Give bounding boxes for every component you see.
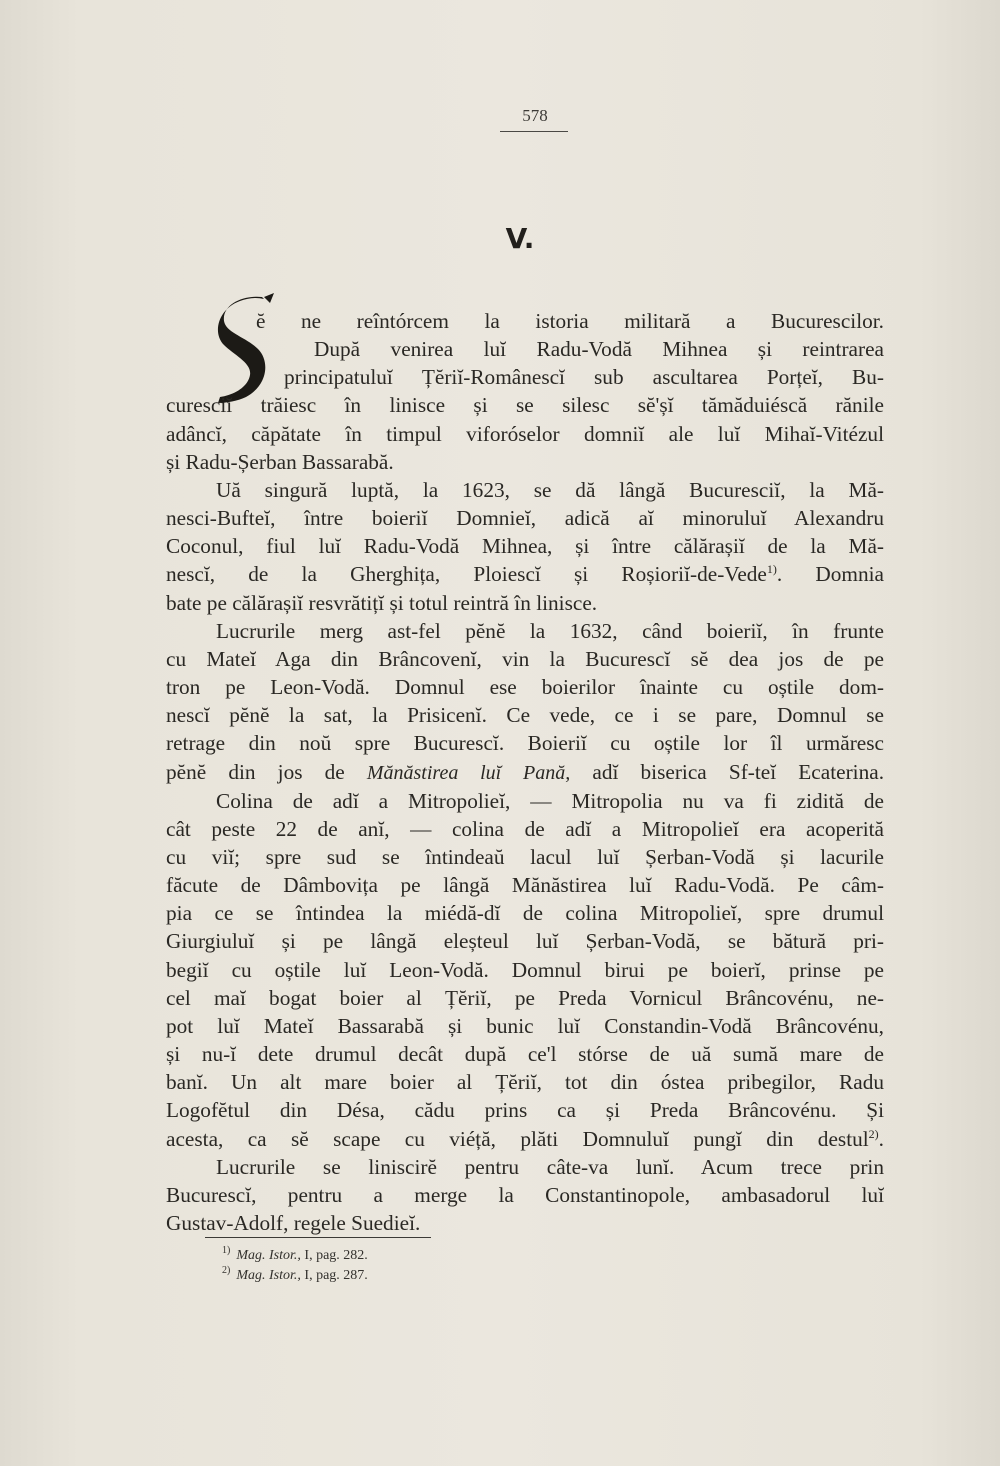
text-segment: . Domnia — [776, 562, 884, 587]
footnote-separator — [205, 1237, 431, 1238]
text-line: cu viĭ; spre sud se întindeaŭ lacul luĭ Șerban-Vodă și lacurile — [166, 844, 884, 869]
footnote-mark: 2) — [222, 1265, 231, 1277]
text-segment: pĕnĕ din jos de — [166, 759, 345, 784]
text-line: nescĭ pĕnĕ la sat, la Prisicenĭ. Ce vede, ce i se pare, Domnul se — [166, 703, 884, 728]
text-line: banĭ. Un alt mare boier al Țĕriĭ, tot din óstea pribegilor, Radu — [166, 1070, 884, 1095]
text-line: Coconul, fiul luĭ Radu-Vodă Mihnea, și între călărașiĭ de la Mă- — [166, 534, 884, 559]
text-line: bate pe călărașiĭ resvrătițĭ și totul reintră în linisce. — [166, 590, 598, 615]
text-line: tron pe Leon-Vodă. Domnul ese boierilor înainte cu oștile dom- — [166, 675, 884, 700]
text-line — [166, 1125, 884, 1153]
text-line: pot luĭ Mateĭ Bassarabă și bunic luĭ Constandin-Vodă Brâncovénu, — [166, 1013, 884, 1038]
text-line: cu Mateĭ Aga din Brâncovenĭ, vin la Bucurescĭ sĕ dea jos de pe — [166, 646, 884, 671]
text-segment: . — [878, 1126, 884, 1151]
footnotes — [222, 1246, 622, 1286]
text-line — [166, 560, 884, 588]
text-line: și nu-ĭ dete drumul decât după ce'l stórse de uă sumă mare de — [166, 1042, 884, 1067]
footnote-ref: I, pag. 282. — [304, 1248, 368, 1263]
chapter-heading: V. — [505, 222, 535, 255]
text-line: Colina de adĭ a Mitropolieĭ, — Mitropolia nu va fi zidită de — [216, 788, 884, 813]
text-line: După venirea luĭ Radu-Vodă Mihnea și reintrarea — [314, 337, 884, 362]
text-line: Giurgiuluĭ și pe lângă eleșteul luĭ Șerban-Vodă, se bătură pri- — [166, 929, 884, 954]
text-line: și Radu-Șerban Bassarabă. — [166, 449, 394, 474]
text-line: Gustav-Adolf, regele Suedieĭ. — [166, 1211, 421, 1235]
drop-cap-letter: S — [212, 293, 213, 294]
text-line: pia ce se întindea la miédă-dĭ de colina Mitropolieĭ, spre drumul — [166, 901, 884, 926]
text-line: begiĭ cu oștile luĭ Leon-Vodă. Domnul birui pe boierĭ, prinse pe — [166, 957, 884, 982]
text-line: Lucrurile merg ast-fel pĕnĕ la 1632, când boieriĭ, în frunte — [216, 618, 884, 643]
footnote-ref-1[interactable]: 1) — [766, 562, 777, 577]
text-line — [166, 758, 884, 787]
text-line: Uă singură luptă, la 1623, se dă lângă Bucuresciĭ, la Mă- — [216, 477, 884, 502]
footnote-ref: I, pag. 287. — [304, 1268, 368, 1283]
text-line: ĕ ne reîntórcem la istoria militară a Bucurescilor. — [256, 309, 884, 333]
text-line: Lucrurile se liniscirĕ pentru câte-va lunĭ. Acum trece prin — [216, 1154, 884, 1179]
text-line: principatuluĭ Țĕriĭ-Românescĭ sub ascultarea Porțeĭ, Bu- — [284, 365, 884, 390]
text-line: cât peste 22 de anĭ, — colina de adĭ a Mitropolieĭ era acoperită — [166, 816, 884, 841]
text-line: Bucurescĭ, pentru a merge la Constantinopole, ambasadorul luĭ — [166, 1182, 884, 1207]
text-line: nesci-Bufteĭ, între boieriĭ Domnieĭ, adică aĭ minoruluĭ Alexandru — [166, 506, 884, 531]
text-line: Logofĕtul din Désa, cădu prins ca și Preda Brâncovénu. Și — [166, 1098, 884, 1123]
footnote-2 — [222, 1266, 622, 1286]
text-line: adâncĭ, căpătate în timpul viforóselor domniĭ ale luĭ Mihaĭ-Vitézul — [166, 421, 884, 446]
footnote-source: Mag. Istor., — [236, 1248, 301, 1263]
body-text — [166, 307, 884, 1237]
text-line: retrage din noŭ spre Bucurescĭ. Boieriĭ cu oștile lor îl urmăresc — [166, 731, 884, 756]
italic-phrase: Mănăstirea luĭ Pană, — [366, 761, 571, 784]
text-line: curesciĭ trăiesc în linisce și se silesc sĕ'șĭ tămăduiéscă rănile — [166, 393, 884, 418]
footnote-ref-2[interactable]: 2) — [868, 1126, 879, 1141]
footnote-source: Mag. Istor., — [236, 1268, 301, 1283]
text-line: făcute de Dâmbovița pe lângă Mănăstirea luĭ Radu-Vodă. Pe câm- — [166, 873, 884, 898]
text-segment: adĭ biserica Sf-teĭ Ecaterina. — [592, 759, 885, 784]
text-segment: acesta, ca sĕ scape cu viéță, plăti Domnuluĭ pungĭ din destul — [166, 1126, 869, 1151]
page-number: 578 — [522, 106, 548, 125]
footnote-mark: 1) — [222, 1245, 231, 1257]
footnote-1 — [222, 1246, 622, 1266]
text-line: cel maĭ bogat boier al Țĕriĭ, pe Preda Vornicul Brâncovénu, ne- — [166, 985, 884, 1010]
page-number-rule — [500, 131, 568, 132]
text-segment: nescĭ, de la Gherghița, Ploiescĭ și Roșioriĭ-de-Vede — [166, 562, 767, 587]
